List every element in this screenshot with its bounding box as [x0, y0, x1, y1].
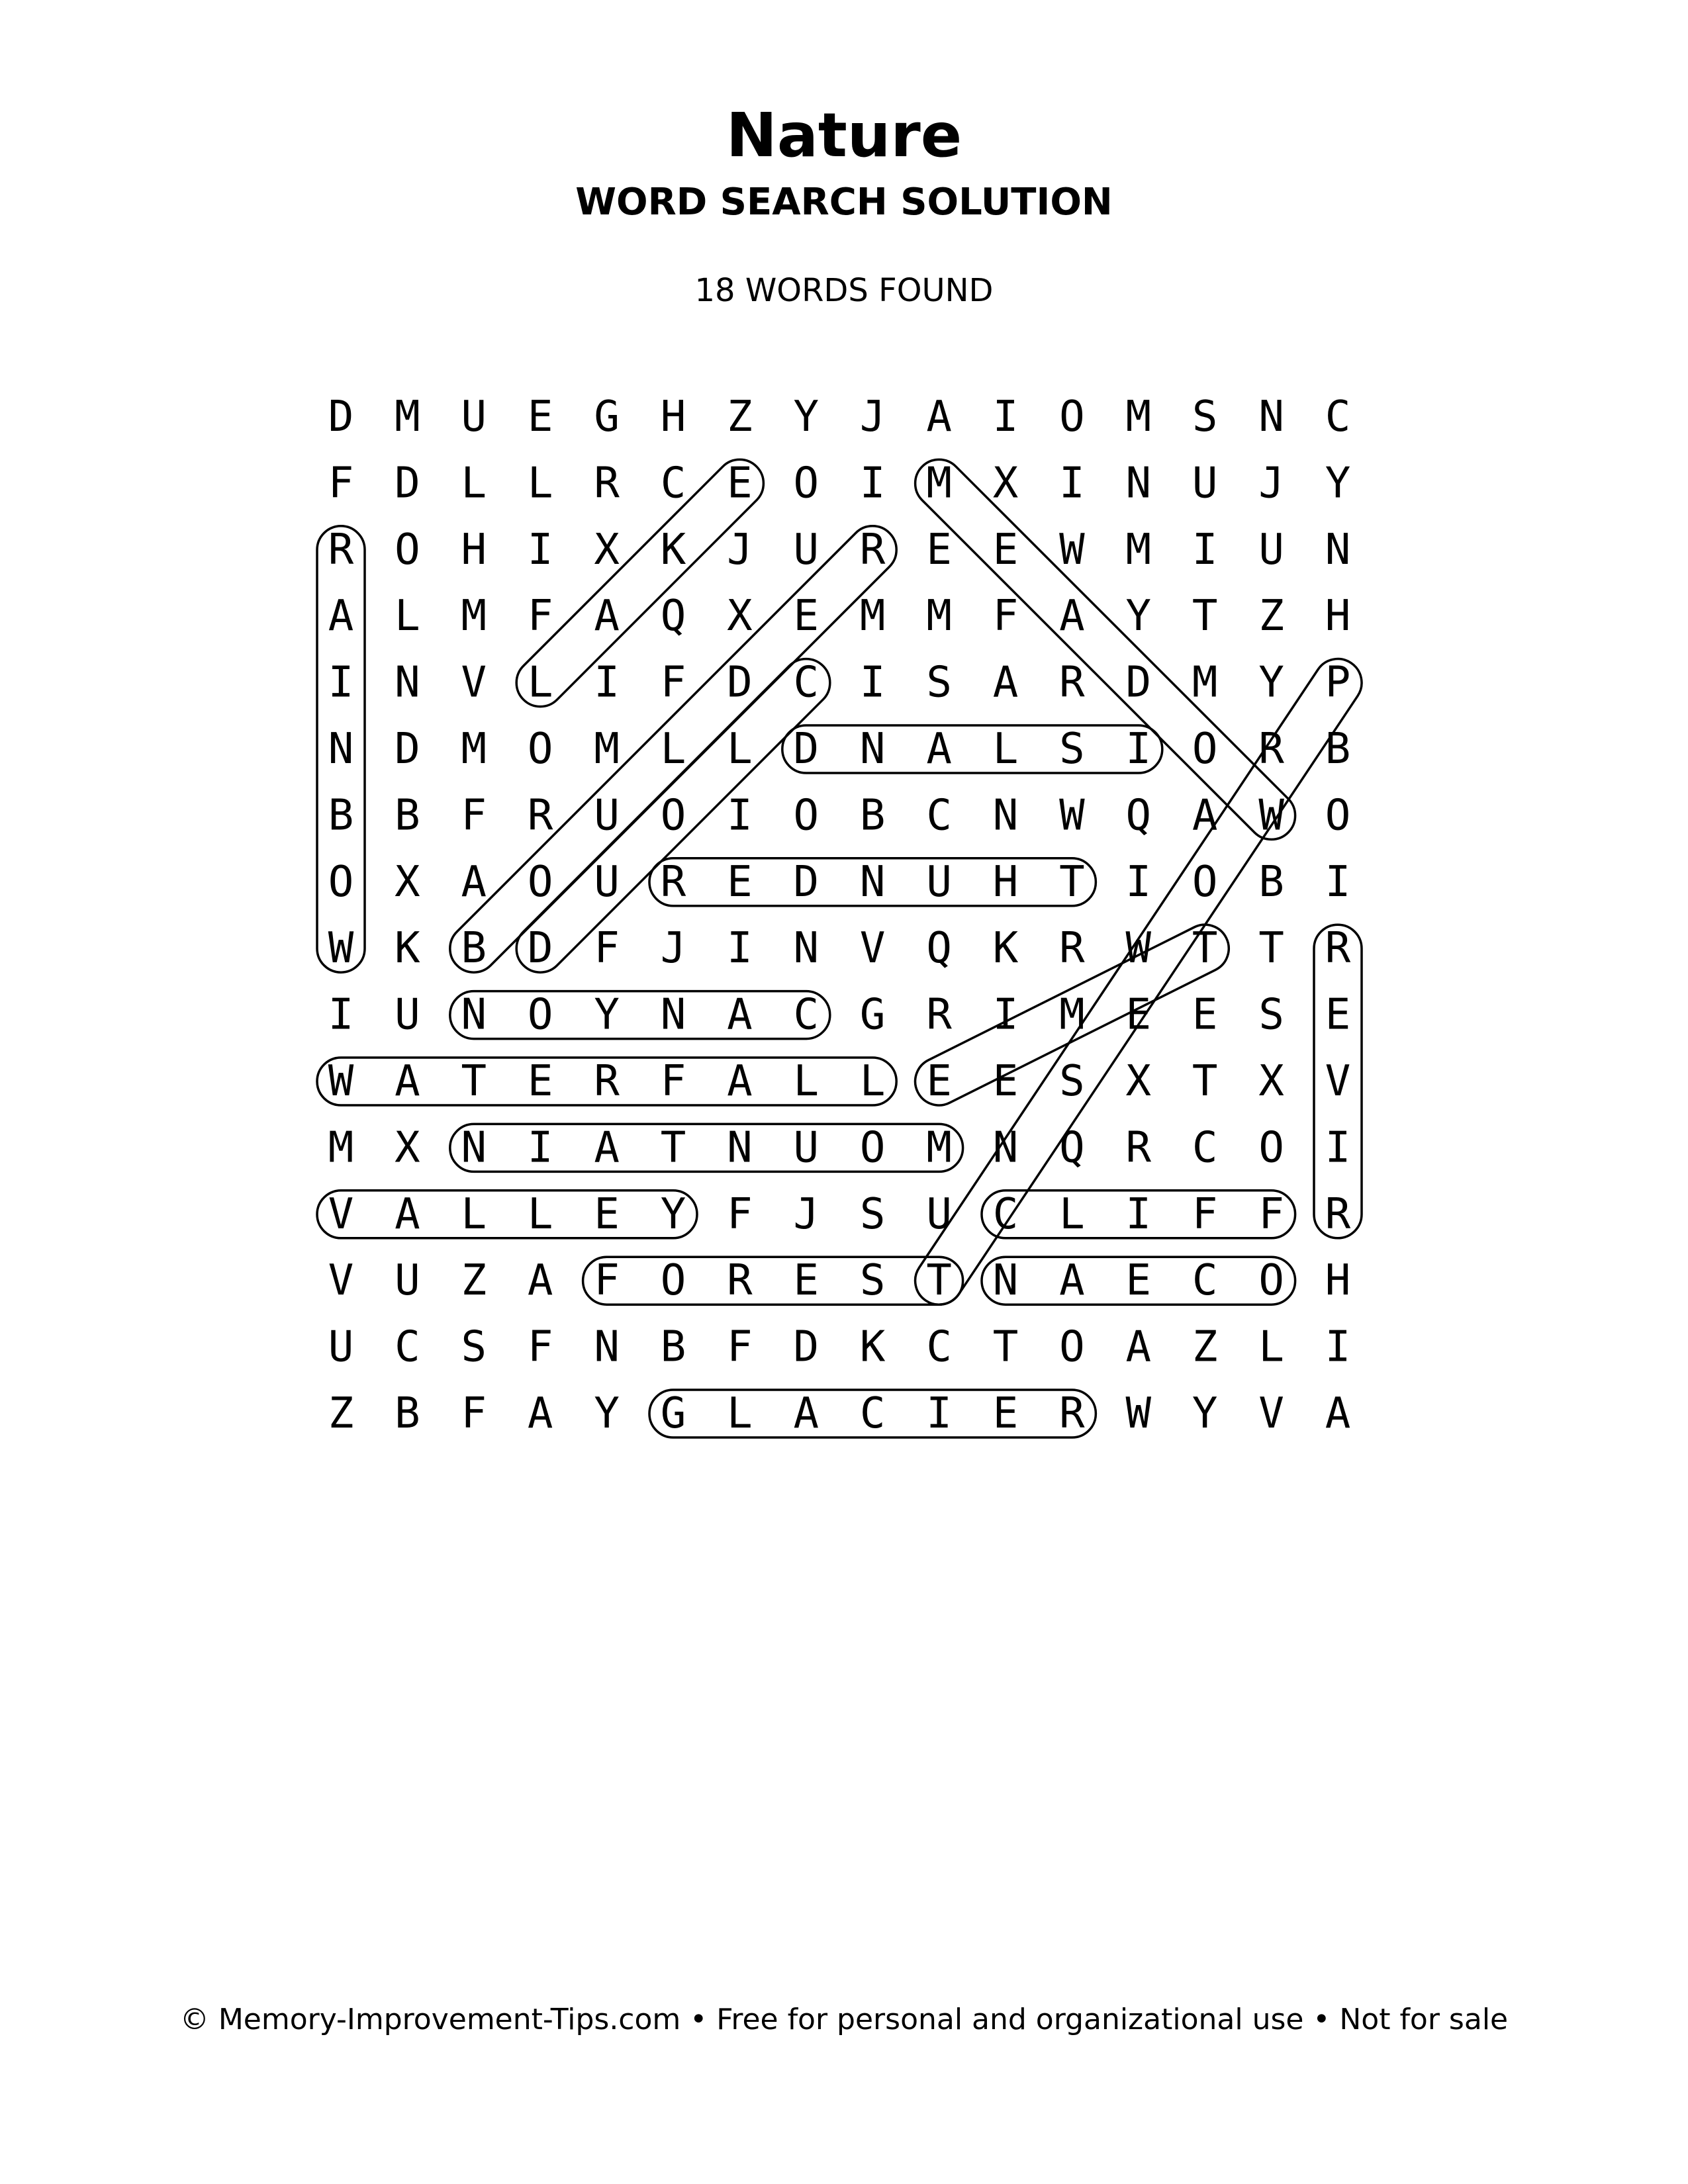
- solution-loop-canyon: [450, 991, 830, 1039]
- grid-letter: R: [527, 791, 553, 841]
- grid-letter: A: [793, 1389, 820, 1438]
- grid-letter: U: [594, 791, 620, 841]
- grid-letter: H: [660, 392, 686, 441]
- grid-letter: G: [594, 392, 620, 441]
- grid-letter: Y: [594, 1389, 620, 1438]
- grid-letter: X: [727, 592, 753, 641]
- grid-letter: O: [1258, 1123, 1284, 1173]
- grid-letter: E: [992, 1057, 1019, 1106]
- grid-letter: F: [328, 459, 354, 508]
- grid-letter: R: [859, 525, 886, 574]
- grid-letter: O: [660, 1256, 686, 1306]
- grid-letter: S: [926, 658, 952, 707]
- grid-letter: T: [1192, 1057, 1218, 1106]
- grid-letter: F: [727, 1189, 753, 1239]
- grid-letter: Z: [461, 1256, 487, 1306]
- grid-letter: F: [1192, 1189, 1218, 1239]
- grid-letter: C: [660, 459, 686, 508]
- grid-letter: A: [461, 857, 487, 907]
- grid-letter: W: [1059, 525, 1085, 574]
- grid-letter: I: [1325, 1123, 1351, 1173]
- grid-letter: O: [1325, 791, 1351, 841]
- grid-letter: A: [992, 658, 1019, 707]
- grid-letter: N: [859, 857, 886, 907]
- grid-letter: S: [1059, 725, 1085, 774]
- grid-letter: R: [1059, 658, 1085, 707]
- grid-letter: R: [926, 990, 952, 1040]
- grid-letter: E: [926, 525, 952, 574]
- grid-letter: U: [926, 857, 952, 907]
- grid-letter: C: [1325, 392, 1351, 441]
- grid-letter: C: [926, 1322, 952, 1372]
- grid-letter: O: [793, 459, 820, 508]
- grid-letter: I: [926, 1389, 952, 1438]
- grid-letter: N: [395, 658, 420, 707]
- grid-letter: H: [1325, 592, 1351, 641]
- grid-letter: E: [594, 1189, 620, 1239]
- grid-letter: O: [328, 857, 354, 907]
- grid-letter: I: [1125, 857, 1152, 907]
- grid-letter: W: [1059, 791, 1085, 841]
- grid-letter: L: [527, 1189, 553, 1239]
- grid-letter: F: [660, 1057, 686, 1106]
- grid-letter: M: [461, 592, 487, 641]
- grid-letter: I: [1059, 459, 1085, 508]
- grid-letter: Q: [926, 924, 952, 974]
- grid-letter: E: [1125, 1256, 1152, 1306]
- grid-letter: A: [527, 1389, 553, 1438]
- grid-letter: O: [527, 857, 553, 907]
- grid-letter: E: [727, 857, 753, 907]
- grid-letter: A: [594, 592, 620, 641]
- grid-letter: I: [1192, 525, 1218, 574]
- grid-letter: D: [395, 459, 420, 508]
- grid-letter: N: [1258, 392, 1284, 441]
- grid-letter: O: [1192, 725, 1218, 774]
- grid-letter: C: [793, 990, 820, 1040]
- grid-letter: D: [395, 725, 420, 774]
- grid-letter: T: [1192, 592, 1218, 641]
- grid-letter: R: [727, 1256, 753, 1306]
- grid-letter: L: [1059, 1189, 1085, 1239]
- grid-letter: T: [461, 1057, 487, 1106]
- grid-letter: E: [1125, 990, 1152, 1040]
- grid-letter: M: [1059, 990, 1085, 1040]
- grid-letter: A: [395, 1057, 420, 1106]
- grid-letter: X: [992, 459, 1019, 508]
- grid-letter: U: [1192, 459, 1218, 508]
- grid-letter: R: [1059, 1389, 1085, 1438]
- grid-letter: U: [926, 1189, 952, 1239]
- grid-letter: K: [859, 1322, 886, 1372]
- grid-letter: F: [594, 1256, 620, 1306]
- grid-letter: S: [1192, 392, 1218, 441]
- grid-letter: X: [395, 857, 420, 907]
- grid-letter: A: [1059, 592, 1085, 641]
- grid-letter: N: [461, 990, 487, 1040]
- grid-letter: D: [527, 924, 553, 974]
- grid-letter: A: [1192, 791, 1218, 841]
- grid-letter: F: [992, 592, 1019, 641]
- page-subtitle: WORD SEARCH SOLUTION: [575, 181, 1113, 224]
- grid-letter: D: [1125, 658, 1152, 707]
- grid-letter: K: [660, 525, 686, 574]
- grid-letter: X: [594, 525, 620, 574]
- grid-letter: R: [594, 1057, 620, 1106]
- grid-letter: L: [859, 1057, 886, 1106]
- grid-letter: M: [859, 592, 886, 641]
- grid-letter: S: [859, 1189, 886, 1239]
- grid-letter: I: [527, 1123, 553, 1173]
- grid-letter: T: [992, 1322, 1019, 1372]
- grid-letter: X: [1125, 1057, 1152, 1106]
- grid-letter: B: [859, 791, 886, 841]
- grid-letter: V: [1258, 1389, 1284, 1438]
- grid-letter: T: [1059, 857, 1085, 907]
- grid-letter: V: [461, 658, 487, 707]
- grid-letter: Y: [1325, 459, 1351, 508]
- grid-letter: S: [859, 1256, 886, 1306]
- solution-loop-island: [782, 725, 1162, 773]
- grid-letter: A: [926, 725, 952, 774]
- grid-letter: N: [660, 990, 686, 1040]
- grid-letter: L: [395, 592, 420, 641]
- grid-letter: B: [395, 791, 420, 841]
- grid-letter: F: [461, 791, 487, 841]
- grid-letter: A: [926, 392, 952, 441]
- grid-letter: R: [1325, 1189, 1351, 1239]
- grid-letter: M: [926, 592, 952, 641]
- grid-letter: F: [1258, 1189, 1284, 1239]
- grid-letter: H: [992, 857, 1019, 907]
- grid-letter: E: [1325, 990, 1351, 1040]
- grid-letter: I: [1325, 1322, 1351, 1372]
- grid-letter: E: [793, 1256, 820, 1306]
- grid-letter: D: [727, 658, 753, 707]
- solution-loop-forest: [583, 1257, 963, 1304]
- grid-letter: C: [1192, 1256, 1218, 1306]
- grid-letter: R: [328, 525, 354, 574]
- grid-letter: B: [660, 1322, 686, 1372]
- page-title: Nature: [726, 100, 962, 171]
- grid-letter: A: [1325, 1389, 1351, 1438]
- grid-letter: D: [793, 857, 820, 907]
- grid-letter: F: [727, 1322, 753, 1372]
- grid-letter: L: [727, 725, 753, 774]
- grid-letter: R: [594, 459, 620, 508]
- grid-letter: S: [1258, 990, 1284, 1040]
- grid-letter: F: [461, 1389, 487, 1438]
- grid-letter: O: [793, 791, 820, 841]
- grid-letter: V: [328, 1256, 354, 1306]
- grid-letter: L: [1258, 1322, 1284, 1372]
- grid-letter: R: [1059, 924, 1085, 974]
- grid-letter: S: [1059, 1057, 1085, 1106]
- grid-letter: I: [859, 658, 886, 707]
- grid-letter: N: [328, 725, 354, 774]
- grid-letter: N: [793, 924, 820, 974]
- grid-letter: I: [1125, 1189, 1152, 1239]
- grid-letter: O: [1192, 857, 1218, 907]
- grid-letter: E: [1192, 990, 1218, 1040]
- grid-letter: E: [727, 459, 753, 508]
- grid-letter: Y: [660, 1189, 686, 1239]
- grid-letter: C: [926, 791, 952, 841]
- grid-letter: Y: [1258, 658, 1284, 707]
- grid-letter: O: [1059, 1322, 1085, 1372]
- grid-letter: A: [395, 1189, 420, 1239]
- grid-letter: R: [1125, 1123, 1152, 1173]
- grid-letter: M: [926, 459, 952, 508]
- grid-letter: L: [527, 658, 553, 707]
- grid-letter: O: [527, 725, 553, 774]
- grid-letter: I: [859, 459, 886, 508]
- grid-letter: K: [395, 924, 420, 974]
- grid-letter: M: [395, 392, 420, 441]
- grid-letter: O: [395, 525, 420, 574]
- grid-letter: Q: [1059, 1123, 1085, 1173]
- grid-letter: N: [992, 791, 1019, 841]
- grid-letter: J: [727, 525, 753, 574]
- grid-letter: J: [793, 1189, 820, 1239]
- grid-letter: S: [461, 1322, 487, 1372]
- grid-letter: X: [1258, 1057, 1284, 1106]
- grid-letter: C: [992, 1189, 1019, 1239]
- grid-letter: U: [461, 392, 487, 441]
- grid-letter: U: [1258, 525, 1284, 574]
- words-found-count: 18 WORDS FOUND: [694, 272, 994, 309]
- grid-letter: B: [328, 791, 354, 841]
- grid-letter: A: [727, 990, 753, 1040]
- grid-letter: G: [660, 1389, 686, 1438]
- grid-letter: W: [328, 924, 354, 974]
- grid-letter: M: [926, 1123, 952, 1173]
- grid-letter: L: [727, 1389, 753, 1438]
- grid-letter: N: [727, 1123, 753, 1173]
- grid-letter: E: [527, 392, 553, 441]
- grid-letter: U: [395, 1256, 420, 1306]
- grid-letter: D: [328, 392, 354, 441]
- grid-letter: L: [660, 725, 686, 774]
- grid-letter: O: [660, 791, 686, 841]
- grid-letter: J: [660, 924, 686, 974]
- grid-letter: C: [793, 658, 820, 707]
- grid-letter: W: [1258, 791, 1284, 841]
- grid-letter: A: [727, 1057, 753, 1106]
- grid-letter: C: [859, 1389, 886, 1438]
- grid-letter: I: [727, 791, 753, 841]
- grid-letter: U: [793, 1123, 820, 1173]
- grid-letter: T: [1192, 924, 1218, 974]
- grid-letter: N: [992, 1123, 1019, 1173]
- grid-letter: R: [1258, 725, 1284, 774]
- grid-letter: N: [461, 1123, 487, 1173]
- grid-letter: Q: [1125, 791, 1152, 841]
- grid-letter: A: [1125, 1322, 1152, 1372]
- grid-letter: J: [859, 392, 886, 441]
- grid-letter: U: [594, 857, 620, 907]
- grid-letter: K: [992, 924, 1019, 974]
- grid-letter: E: [793, 592, 820, 641]
- grid-letter: T: [926, 1256, 952, 1306]
- grid-letter: C: [1192, 1123, 1218, 1173]
- grid-letter: M: [1125, 392, 1152, 441]
- grid-letter: M: [461, 725, 487, 774]
- grid-letter: E: [527, 1057, 553, 1106]
- grid-letter: I: [992, 990, 1019, 1040]
- grid-letter: I: [328, 658, 354, 707]
- grid-letter: I: [1125, 725, 1152, 774]
- grid-letter: A: [594, 1123, 620, 1173]
- grid-letter: O: [527, 990, 553, 1040]
- grid-letter: E: [926, 1057, 952, 1106]
- grid-letter: N: [992, 1256, 1019, 1306]
- grid-letter: M: [594, 725, 620, 774]
- grid-letter: Y: [594, 990, 620, 1040]
- grid-letter: A: [527, 1256, 553, 1306]
- grid-letter: Y: [793, 392, 820, 441]
- grid-letter: N: [1125, 459, 1152, 508]
- copyright-footer: © Memory-Improvement-Tips.com • Free for personal and organizational use • Not for sale: [179, 2003, 1509, 2036]
- grid-letter: F: [527, 592, 553, 641]
- grid-letter: M: [328, 1123, 354, 1173]
- grid-letter: P: [1325, 658, 1351, 707]
- grid-letter: B: [461, 924, 487, 974]
- grid-letter: T: [660, 1123, 686, 1173]
- grid-letter: R: [660, 857, 686, 907]
- grid-letter: I: [992, 392, 1019, 441]
- grid-letter: T: [1258, 924, 1284, 974]
- grid-letter: L: [461, 459, 487, 508]
- grid-letter: U: [328, 1322, 354, 1372]
- grid-letter: D: [793, 725, 820, 774]
- grid-letter: Y: [1192, 1389, 1218, 1438]
- grid-letter: O: [859, 1123, 886, 1173]
- grid-letter: W: [1125, 924, 1152, 974]
- grid-letter: N: [1325, 525, 1351, 574]
- grid-letter: R: [1325, 924, 1351, 974]
- solution-loop-meadow: [906, 449, 1305, 849]
- grid-letter: Z: [1258, 592, 1284, 641]
- grid-letter: N: [594, 1322, 620, 1372]
- grid-letter: Z: [1192, 1322, 1218, 1372]
- grid-letter: Z: [328, 1389, 354, 1438]
- grid-letter: V: [859, 924, 886, 974]
- grid-letter: V: [328, 1189, 354, 1239]
- grid-letter: N: [859, 725, 886, 774]
- grid-letter: F: [594, 924, 620, 974]
- grid-letter: I: [1325, 857, 1351, 907]
- solution-loop-valley: [317, 1191, 697, 1238]
- grid-letter: I: [727, 924, 753, 974]
- grid-letter: M: [1192, 658, 1218, 707]
- grid-letter: U: [793, 525, 820, 574]
- grid-letter: Y: [1125, 592, 1152, 641]
- grid-letter: X: [395, 1123, 420, 1173]
- grid-letter: O: [1059, 392, 1085, 441]
- grid-letter: B: [1258, 857, 1284, 907]
- grid-letter: O: [1258, 1256, 1284, 1306]
- grid-letter: W: [1125, 1389, 1152, 1438]
- grid-letter: A: [328, 592, 354, 641]
- grid-letter: Q: [660, 592, 686, 641]
- grid-letter: I: [527, 525, 553, 574]
- grid-letter: L: [992, 725, 1019, 774]
- grid-letter: C: [395, 1322, 420, 1372]
- grid-letter: D: [793, 1322, 820, 1372]
- grid-letter: B: [1325, 725, 1351, 774]
- grid-letter: G: [859, 990, 886, 1040]
- grid-letter: H: [1325, 1256, 1351, 1306]
- grid-letter: A: [1059, 1256, 1085, 1306]
- grid-letter: L: [461, 1189, 487, 1239]
- grid-letter: I: [328, 990, 354, 1040]
- grid-letter: U: [395, 990, 420, 1040]
- grid-letter: B: [395, 1389, 420, 1438]
- grid-letter: E: [992, 525, 1019, 574]
- grid-letter: F: [527, 1322, 553, 1372]
- grid-letter: I: [594, 658, 620, 707]
- grid-letter: E: [992, 1389, 1019, 1438]
- grid-letter: H: [461, 525, 487, 574]
- grid-letter: M: [1125, 525, 1152, 574]
- grid-letter: L: [793, 1057, 820, 1106]
- grid-letter: L: [527, 459, 553, 508]
- grid-letter: Z: [727, 392, 753, 441]
- grid-letter: J: [1258, 459, 1284, 508]
- grid-letter: F: [660, 658, 686, 707]
- grid-letter: V: [1325, 1057, 1351, 1106]
- grid-letter: W: [328, 1057, 354, 1106]
